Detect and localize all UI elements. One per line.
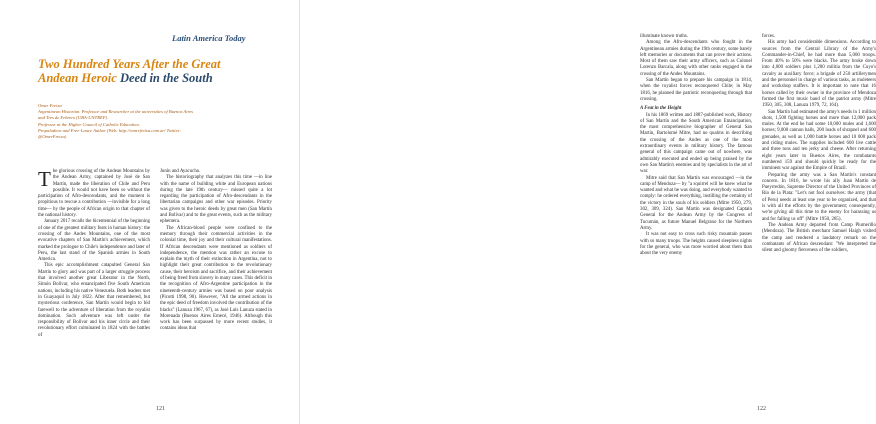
paragraph: The Andean Army departed from Camp Plumerillo (Mendoza). The British merchant Samuel Haigh visited the camp and rendered a laudatory remark on the combatants of African descendant: "We interpreted the silent and gloomy fierceness of the soldiers, [762,222,876,254]
title-line-2b: Deed in the South [119,71,213,85]
right-column-2 [762,34,876,254]
paragraph: January 2017 recalls the bicentennial of the beginning of one of the greatest military feats in human history: the crossing of the Andes Mountains, one of the most evocative chapters of San Martín's achievement, which marked the prologue to Chile's independence and later of Peru, the last stand of the Spanish armies in South America. [38,219,150,263]
subheading: A Feat in the Height [640,106,682,112]
left-column-2 [160,169,272,333]
left-page [0,0,300,424]
drop-cap: T [38,167,51,191]
title-line-1: Two Hundred Years After the Great [38,57,221,71]
page-number-left: 121 [156,406,165,412]
byline-line: Omer Freixa [38,103,62,108]
paragraph: illuminate known truths. [640,34,688,39]
paragraph: The African-blood people were confined to the memory through their commercial activities in the colonial time, their joy and their cultural manifestations. If African descendants were mentioned as soldiers of independence, the mention was rather an excuse to explain the myth of their extinction in Argentina, not to highlight their great contribution to the revolutionary cause, their heroism and sacrifice, and their achievement of being freed from slavery in many cases. This deficit in the recognition of Afro-Argentine participation in the nineteenth-century armies was based on poor analysis (Picotti 1998, 90). However, "All the armed actions in the epic deed of freedom involved the contribution of the blacks" (Lanuza 1967, 67), as José Luis Lanuza stated in Morenada (Buenos Aires Emecé, 1946). Although this work has been surpassed by more recent studies, it contains ideas that [160,225,272,332]
author-byline [38,103,288,140]
paragraph: Mitre said that San Martín was encouraged —in the camp of Mendoza— by "a squirrel will he knew what he wanted and what he was doing, and everybody wanted to comply: he ordered everything, instilling the certainty of the victory in the souls of his soldiers (Mitre 1950, 279, 302, 309, 324). San Martín was designated Captain General for the Andean Army by the Congress of Tucumán, as future Manuel Belgrano for the Northern Army. [640,175,752,231]
byline-line: and Tres de Febrero (UBA-UNTREF). [38,115,109,121]
title-line-2a: Andean Heroic [38,71,120,85]
paragraph: San Martín had estimated the army's needs in 1 million shots, 1,500 fighting horses and more than 12,000 pack mules. At the end he had some 10,000 mules and 1,600 horses; 9,000 cannon balls, 200 loads of shrapnel and 600 grenades, as well as 1,000 battle horses and 10 000 pack and riding mules. The supplies included 600 live cattle and three tons and ten jerky and cheese. After returning eight years later to Buenos Aires, the combatants numbered 159 and should quickly be ready for the imminent war against the Empire of Brazil. [762,109,876,172]
left-column-1 [38,169,150,339]
byline-line: Argentinean Historian. Professor and Researcher at the universities of Buenos Aires [38,109,194,115]
section-label: Latin America Today [172,33,246,43]
paragraph: Preparing the army was a San Martín's constant concern. In 1816, he wrote his ally Juan Martín de Pueyrredón, Supreme Director of the United Provinces of Río de la Plata: "Let's not fool ourselves: the army (that of Peru) needs at least one year to be organized, and that is with all the efforts by the government; consequently, we're giving all this time to the enemy for harassing us and for falling us off" (Mitre 1950, 285). [762,172,876,222]
right-page [300,0,876,424]
page-number-right: 122 [757,406,766,412]
paragraph: Among the Afro-descendants who fought in the Argentinean armies during the 19th century, some barely left memories or documents that can prove their actions. Most of them saw their army officers, such as Colonel Lorenzo Barcala, along with other ranks engaged in the crossing of the Andes Mountains. [640,40,752,77]
paragraph: forces. [762,34,776,39]
paragraph: The historiography that analyzes this time —in line with the name of building white and European nations during the late 19th century— missed quite a lot regarding the participation of Afro-descendants in the libertarian campaigns and other war episodes. Priority was given to the heroic deeds by great men (San Martín and Bolívar) and to the great events, such as the military ephemera. [160,175,272,225]
paragraph: It was not easy to cross such risky mountain passes with so many troops. The heights caused sleepless nights for the general, who was more worried about them than about the very enemy [640,232,752,257]
byline-line: Professor at the Higher Council of Catholic Education. [38,121,140,127]
paragraph: His army had considerable dimensions. According to sources from the Central Library of the Army's Commander-in-Chief, he had more than 5,000 troops. From 40% to 50% were blacks. The army broke down into 4,000 soldiers plus 1,200 militia from the Cuyo's cavalry as auxiliary force; a brigade of 250 artillerymen and the personnel in charge of various tasks, as muleteers and workshop staffers. It is important to note that 16 horses called by their owner in the province of Mendoza formed the first music band of the patriot army (Mitre 1950, 305, 308, Lanuza 1979, 72, 164). [762,40,876,109]
paragraph: he glorious crossing of the Andean Mountains by the Andean Army, captained by José de San Martín, made the liberation of Chile and Peru possible. It would not have been so without the participation of Afro-descendants, and the moment is propitious to rescue a contribution —invisible for a long time— by the people of African origin to that chapter of the national history. [38,169,150,219]
right-column-1 [640,34,752,257]
article-title [38,57,278,85]
byline-line: Propaladora and Free-Lance Author (Web: http://omerfreixa.com.ar/ Twitter: [38,127,182,133]
paragraph: San Martín began to prepare his campaign in 1814, when the royalist forces reconquered Chile; in May 1816, he planned the patriotic reconquering through that crossing. [640,78,752,102]
paragraph: Junín and Ayacucho. [160,169,201,174]
paragraph: This epic accomplishment catapulted General San Martín to glory and was part of a larger struggle process that involved another great Liberator in the North, Simón Bolívar, who emancipated five South American nations, including his native Venezuela. Both leaders met in Guayaquil in July 1822. After that remembered, but mysterious conference, San Martín would begin to bid farewell to the adventure of liberation from the royalist domination. Such adventure was left under the responsibility of Bolívar and his inner circle and their revolutionary effort culminated in 1824 with the battles of [38,263,150,338]
byline-line: @OmerFreixa) [38,134,67,140]
paragraph: In his 1869 written and 1887-published work, History of San Martín and the South American Emancipation, the most comprehensive biographer of General San Martín, Bartolomé Mitre, had no qualms in describing the crossing of the Andes as one of the most extraordinary events in military history. The famous general of this campaign came out of nowhere, was admirably executed and ended up being praised by the own San Martín's enemies and by specialists in the art of war. [640,112,752,175]
